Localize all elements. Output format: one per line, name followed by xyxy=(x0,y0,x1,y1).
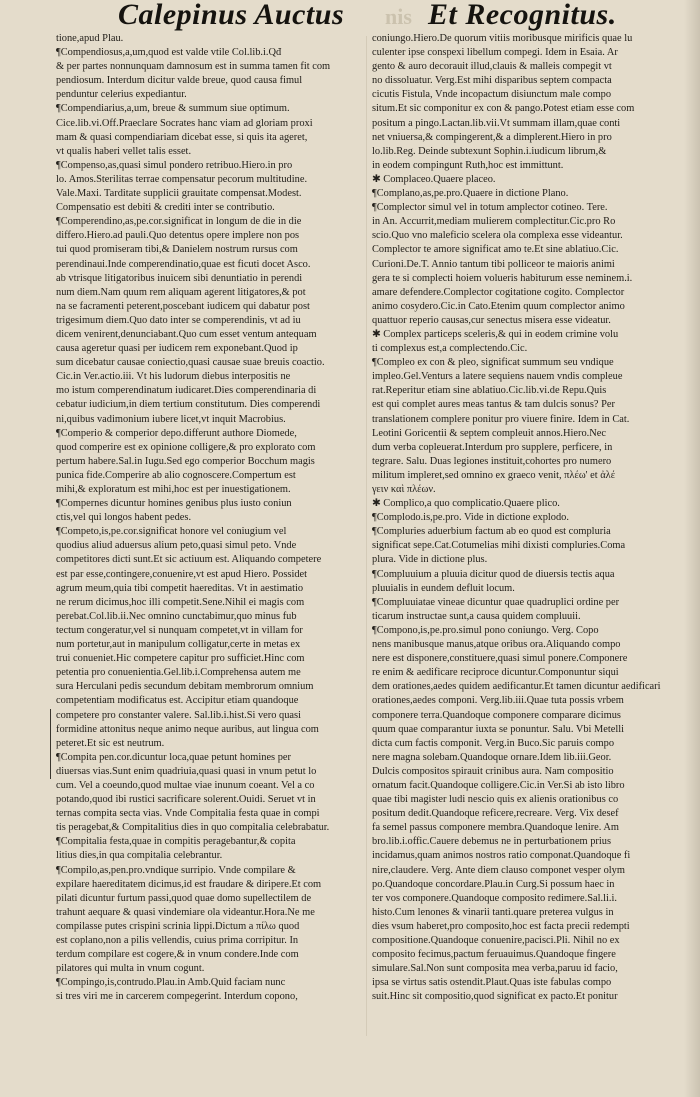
text-line: rat.Reperitur etiam sine ablatiuo.Cic.lib.vi.de Repu.Quis xyxy=(372,385,607,397)
text-line: ¶Comperendino,as,pe.cor.significat in longum de die in die xyxy=(56,216,302,228)
text-line: ni,quibus vadimonium iubere licet,vt inquit Macrobius. xyxy=(56,413,286,425)
text-line: penduntur celerius expediantur. xyxy=(56,89,187,101)
text-line: Leotini Goricentii & septem compleuit annos.Hiero.Nec xyxy=(372,427,607,439)
text-line: positum dedit.Quandoque reficere,recreare. Verg. Vix desef xyxy=(372,808,619,820)
text-line: no dissoluatur. Verg.Est mihi disparibus septem compacta xyxy=(372,75,612,87)
text-line: litius dies,in qua compitalia celebrantur. xyxy=(56,850,223,862)
text-line: incidamus,quam animos nostros ratio componat.Quandoque fi xyxy=(372,850,631,862)
text-line: in An. Accurrit,mediam mulierem complectitur.Cic.pro Ro xyxy=(372,216,616,228)
text-line: tis peragebat,& Compitalitius dies in quo compitalia celebrabatur. xyxy=(56,822,330,834)
bleed-through-mark: nis xyxy=(385,4,412,29)
text-line: ✱ Complaceo.Quaere placeo. xyxy=(372,173,496,185)
text-line: ¶Complano,as,pe.pro.Quaere in dictione Plano. xyxy=(372,188,569,200)
text-line: dies vsum haberet,pro composito,hoc est facta precii redempti xyxy=(372,920,630,932)
header-left-title: Calepinus Auctus xyxy=(118,0,345,31)
text-line: competentiam modificatus est. Accipitur etiam quandoque xyxy=(56,695,299,707)
text-line: Compensatio est debiti & crediti inter se contributio. xyxy=(56,202,275,214)
text-line: quodius aliud aduersus alium peto,quasi simul peto. Vnde xyxy=(56,540,297,552)
text-line: pilatores qui multa in vnum cogunt. xyxy=(56,963,205,975)
text-line: lo. Amos.Sterilitas terrae compensatur pecorum multitudine. xyxy=(56,173,308,185)
text-line: na se facramenti peterent,poscebant iudicem qui dabatur post xyxy=(56,300,310,312)
text-line: significat sepe.Cat.Cotumelias mihi dixisti compluries.Coma xyxy=(372,540,626,552)
text-line: ¶Compleo ex con & pleo, significat summum seu vndique xyxy=(372,357,614,369)
text-line: histo.Cum lenones & vinarii tanti.quare preterea vulgus in xyxy=(372,906,614,918)
text-line: tegrare. Salu. Duas legiones instituit,cohortes pro numero xyxy=(372,455,612,467)
text-line: nere est disponere,constituere,quasi simul ponere.Componere xyxy=(372,653,628,665)
text-line: bro.lib.i.offic.Cauere debemus ne in perturbationem prius xyxy=(372,836,612,848)
text-line: re enim & aedificare reciproce dicuntur.Componuntur siqui xyxy=(372,667,619,679)
text-line: sura Herculani pedis secundum debitam membrorum omnium xyxy=(56,681,314,693)
text-line: ¶Compendiarius,a,um, breue & summum siue optimum. xyxy=(56,103,290,115)
running-header xyxy=(0,0,700,36)
text-line: petentia pro conuenientia.Gel.lib.i.Comprehensa autem me xyxy=(56,667,301,679)
text-line: tectum congeratur,vel si nunquam competet,vt in villam for xyxy=(56,624,303,636)
text-line: net vniuersa,& compingerent,& a dimplerent.Hiero in pro xyxy=(372,131,612,143)
text-line: pertum habere.Sal.in Iugu.Sed ego comperior Bocchum magis xyxy=(56,455,315,467)
text-line: ¶Compluuium a pluuia dicitur quod de diuersis tectis aqua xyxy=(372,568,615,580)
text-line: lo.lib.Reg. Deinde subtexunt Sophin.i.iudicum librum,& xyxy=(372,145,607,157)
text-line: Complector te amore significat amo te.Et sine ablatiuo.Cic. xyxy=(372,244,619,256)
text-line: cicutis Fistula, Vnde incopactum disiunctum male compo xyxy=(372,89,612,101)
text-line: est coplano,non a pilis vellendis, cuius prima corripitur. In xyxy=(56,935,299,946)
text-line: situm.Et sic componitur ex con & pango.Potest etiam esse com xyxy=(372,103,635,115)
text-line: quum quae comparantur iuxta se ponuntur. Salu. Vbi Metelli xyxy=(372,723,625,735)
text-line: Cic.in Ver.actio.iii. Vt his ludorum diebus interpositis ne xyxy=(56,371,291,383)
text-line: si tres viri me in carcerem compegerint. Interdum copono, xyxy=(56,991,298,1003)
text-line: culenter ipse conspexi libellum compegi. Idem in Esaia. Ar xyxy=(372,47,618,59)
text-line: gento & auro decorauit illud,clauis & malleis compegit vt xyxy=(372,61,612,73)
text-line: peteret.Et sic est neutrum. xyxy=(56,737,165,749)
text-line: dicem venirent,denunciabant.Quo cum esset ventum antequam xyxy=(56,328,317,340)
text-line: pluuialis in eundem defluit locum. xyxy=(372,582,515,594)
text-line: ternas compita secta vias. Vnde Compitalia festa quae in compi xyxy=(56,808,320,820)
text-line: mo istum comperendinatum iudicaret.Dies comperendinaria di xyxy=(56,385,317,397)
text-line: pilati dicuntur furtum passi,quod quae domo supellectilem de xyxy=(56,892,312,904)
text-line: quattuor reperio causas,cur senectus misera esse videatur. xyxy=(372,314,611,326)
text-line: cum. Vel a coeundo,quod multae viae inunum coeant. Vel a co xyxy=(56,779,315,791)
text-line: animo cosydero.Cic.in Cato.Etenim quum complector animo xyxy=(372,300,625,312)
text-line: trui conueniet.Hic competere capitur pro sufficiet.Hinc com xyxy=(56,653,305,665)
text-line: diuersas vias.Sunt enim quadriuia,quasi quasi in vnum petut lo xyxy=(56,765,317,777)
text-line: ¶Compluuiatae vineae dicuntur quae quadruplici ordine per xyxy=(372,596,620,608)
text-line: ¶Competo,is,pe.cor.significat honore vel coniugium vel xyxy=(56,526,287,538)
text-line: pendiosum. Interdum dicitur valde breue, quod causa fimul xyxy=(56,75,303,87)
text-line: componere terra.Quandoque componere comparare dicimus xyxy=(372,709,621,721)
text-line: tione,apud Plau. xyxy=(56,33,124,44)
left-text-column xyxy=(56,32,362,1004)
text-line: terdum compilare est cogere,& in vnum condere.Inde com xyxy=(56,949,299,961)
text-line: formidine attonitus neque animo neque auribus, aut lingua com xyxy=(56,723,319,735)
text-line: compositione.Quandoque conuenire,pacisci.Pli. Nihil no ex xyxy=(372,935,620,946)
text-line: vt qualis haberi vellet talis esset. xyxy=(56,145,192,157)
text-line: quae tibi magister ludi nescio quis ex alienis orationibus co xyxy=(372,794,619,806)
text-line: differo.Hiero.ad pauli.Quo detentus opere implere non pos xyxy=(56,230,300,242)
text-line: ctis,vel qui longos habent pedes. xyxy=(56,512,192,524)
text-line: ¶Compono,is,pe.pro.simul pono coniungo. Verg. Copo xyxy=(372,624,599,636)
text-line: ornatum facit.Quandoque colligere.Cic.in Ver.Si ab isto libro xyxy=(372,779,625,791)
text-line: ipsa se virtus satis ostendit.Plaut.Quas iste fabulas compo xyxy=(372,977,612,989)
text-line: plura. Vide in dictione plus. xyxy=(372,554,488,566)
text-line: punica fide.Comperire ab alio cognoscere.Compertum est xyxy=(56,469,296,481)
column-gutter xyxy=(366,36,367,1036)
text-line: dum verba copleuerat.Interdum pro supplere, perficere, in xyxy=(372,441,613,453)
text-line: quod comperire est ex opinione colligere,& pro explorato com xyxy=(56,441,316,453)
text-line: tui quod promiseram tibi,& Danielem nostrum rursus com xyxy=(56,244,298,256)
text-line: mihi,& exploratum est mihi,hoc est per inuestigationem. xyxy=(56,484,291,495)
text-line: perebat.Col.lib.ii.Nec omnino cunctabimur,quo minus fub xyxy=(56,610,297,622)
text-line: sum dicebatur causae coniectio,quasi causae suae breuis coactio. xyxy=(56,357,325,369)
text-line: ¶Compendiosus,a,um,quod est valde vtile Col.lib.i.Qđ xyxy=(56,47,282,59)
text-line: simulare.Sal.Non sunt composita mea verba,paruu id facio, xyxy=(372,963,618,975)
header-right-title: Et Recognitus. xyxy=(428,0,617,31)
text-line: compilasse putes crispini scrinia lippi.Dictum a πίλω quod xyxy=(56,920,300,932)
text-line: cebatur iudicium,in diem tertium constitutum. Dies comperendi xyxy=(56,399,321,411)
text-line: militum impleret,sed omnino ex graeco venit, πλέω' et ἀλέ xyxy=(372,469,616,481)
text-line: scio.Quo vno maleficio scelera ola complexa esse videantur. xyxy=(372,230,623,242)
text-line: num diem.Nam quum rem aliquam agerent litigatores,& pot xyxy=(56,286,306,298)
text-line: coniungo.Hiero.De quorum vitiis moribusque mirificis quae lu xyxy=(372,33,633,44)
text-line: Dulcis compositos spirauit crinibus aura. Nam compositio xyxy=(372,765,614,777)
text-line: po.Quandoque concordare.Plau.in Curg.Si possum haec in xyxy=(372,878,615,890)
text-line: Vale.Maxi. Tarditate supplicii grauitate compensat.Modest. xyxy=(56,188,302,200)
text-line: ticarum instructae sunt,a causa quidem compluuii. xyxy=(372,610,581,622)
text-line: est qui complet aures meas tantus & tam dulcis sonus? Per xyxy=(372,399,615,411)
text-line: positum a pingo.Lactan.lib.vii.Vt summam illam,quae conti xyxy=(372,117,621,129)
text-line: ¶Complector simul vel in totum amplector cotineo. Tere. xyxy=(372,202,608,214)
text-line: Curioni.De.T. Annio tantum tibi polliceor te maioris animi xyxy=(372,258,615,270)
text-line: impleo.Gel.Venturs a latere sequiens nauem vndis compleue xyxy=(372,371,623,383)
text-line: potando,quod ibi rustici sacrificare solerent.Ouidi. Seruet vt in xyxy=(56,794,316,806)
text-line: ¶Compitalia festa,quae in compitis peragebantur,& copita xyxy=(56,836,296,848)
text-line: perendinaui.Inde comperendinatio,quae est ficuti docet Asco. xyxy=(56,258,311,270)
text-line: ne rerum dicimus,hoc illi competit.Sene.Nihil ei magis com xyxy=(56,596,305,608)
text-line: dicta cum factis componit. Verg.in Buco.Sic paruis compo xyxy=(372,737,615,749)
text-line: causa ageretur quasi per iudicem rem exponebant.Quod ip xyxy=(56,343,298,355)
text-line: amare defendere.Complector cogitatione cogito. Complector xyxy=(372,286,625,298)
text-line: nens manibusque manus,atque oribus ora.Aliquando compo xyxy=(372,639,621,651)
text-line: nere magna solebam.Quandoque ornare.Idem lib.iii.Geor. xyxy=(372,751,612,763)
text-line: est par esse,contingere,conuenire,vt est apud Hiero. Possidet xyxy=(56,568,308,580)
text-line: & per partes nonnunquam damnosum est in summa tamen fit com xyxy=(56,61,331,73)
text-line: ¶Compita pen.cor.dicuntur loca,quae petunt homines per xyxy=(56,751,291,763)
text-line: Cice.lib.vi.Off.Praeclare Socrates hanc viam ad gloriam proxi xyxy=(56,117,313,129)
text-line: in eodem compingunt Ruth,hoc est immittunt. xyxy=(372,159,564,171)
text-line: ¶Compilo,as,pen.pro.vndique surripio. Vnde compilare & xyxy=(56,864,296,876)
text-line: suit.Hinc sit compositio,quod significat ex pacto.Et ponitur xyxy=(372,991,618,1003)
page-edge-shadow xyxy=(684,0,700,1097)
text-line: fa semel passus componere membra.Quandoque lenire. Am xyxy=(372,822,619,834)
text-line: nire,claudere. Verg. Ante diem clauso componet vesper olym xyxy=(372,864,625,876)
text-line: ti complexus est,a complectendo.Cic. xyxy=(372,343,528,355)
text-line: ab vtrisque litigatoribus inuicem sibi denuntiatio in perendi xyxy=(56,272,303,284)
text-line: composito fecimus,pactum feruauimus.Quandoque fingere xyxy=(372,949,616,961)
text-line: ¶Compingo,is,contrudo.Plau.in Amb.Quid faciam nunc xyxy=(56,977,286,989)
text-line: trahunt aequare & quasi vindemiare ola videantur.Hora.Ne me xyxy=(56,906,315,918)
text-line: ✱ Complex particeps sceleris,& qui in eodem crimine volu xyxy=(372,328,619,340)
text-line: ¶Compernes dicuntur homines genibus plus iusto coniun xyxy=(56,498,292,510)
text-line: ¶Comperio & comperior depo.differunt authore Diomede, xyxy=(56,427,297,439)
text-line: γειν καὶ πλέων. xyxy=(372,484,436,495)
text-line: dem orationes,aedes quidem aedificantur.Et tamen dicuntur aedificari xyxy=(372,681,661,693)
text-line: agrum meum,quia tibi competit haereditas. Vt in aestimatio xyxy=(56,582,304,594)
text-line: mam & quasi compendiariam dicebat esse, si quis ita ageret, xyxy=(56,131,308,143)
text-line: expilare haereditatem dicimus,id est fraudare & diripere.Et com xyxy=(56,878,322,890)
text-line: competitores dicti sunt.Et sic actiuum est. Aliquando competere xyxy=(56,554,322,566)
right-text-column xyxy=(372,32,678,1004)
text-line: trigesimum diem.Quo dato inter se comperendinis, vt ad iu xyxy=(56,314,301,326)
text-line: ¶Compluries aduerbium factum ab eo quod est compluria xyxy=(372,526,611,538)
text-line: competere pro constanter valere. Sal.lib.i.hist.Si vero quasi xyxy=(56,709,301,721)
text-line: ¶Complodo.is,pe.pro. Vide in dictione explodo. xyxy=(372,512,569,524)
text-line: orationes,aedes componi. Verg.lib.iii.Quae tuta possis vrbem xyxy=(372,695,624,707)
text-line: num portetur,aut in manipulum colligatur,certe in metas ex xyxy=(56,639,301,651)
text-line: translationem complere ponitur pro viuere finire. Idem in Cat. xyxy=(372,413,630,425)
text-line: ¶Compenso,as,quasi simul pondero retribuo.Hiero.in pro xyxy=(56,159,293,171)
text-line: ter vos componere.Quandoque composito redimere.Sal.li.i. xyxy=(372,892,617,904)
text-line: gera te si complecti hoiem volueris habiturum esse neminem.i. xyxy=(372,272,633,284)
text-line: ✱ Complico,a quo complicatio.Quaere plico. xyxy=(372,498,560,510)
